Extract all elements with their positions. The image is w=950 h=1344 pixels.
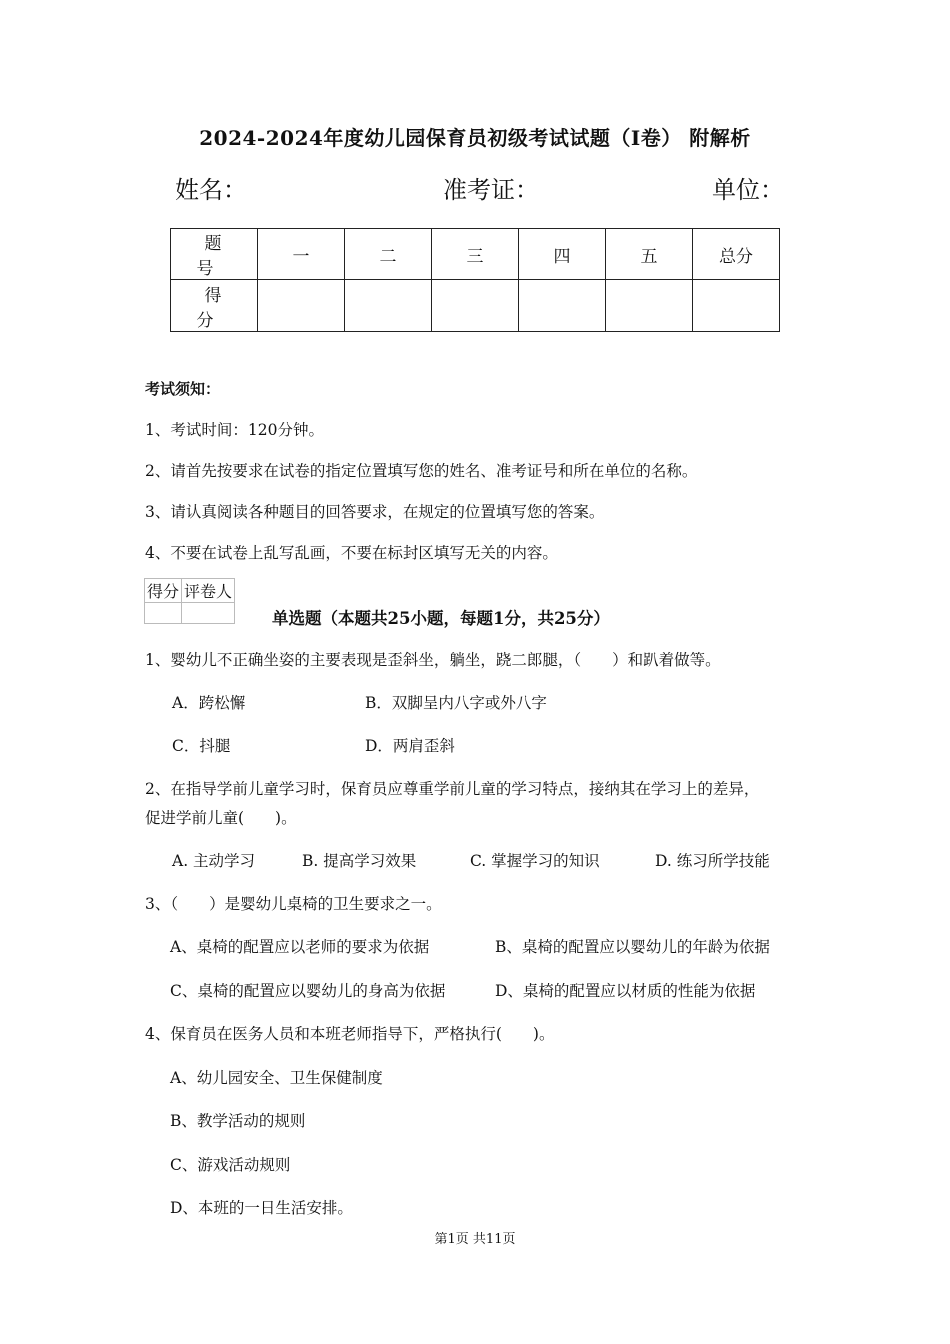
question-4-option-b: B、教学活动的规则 [170,1112,306,1130]
question-3-option-a: A、桌椅的配置应以老师的要求为依据 [170,938,430,956]
page-footer: 第1页 共11页 [434,1232,516,1247]
notice-title: 考试须知： [145,380,221,398]
score-header-cell: 二 [345,229,432,280]
score-header-cell: 题 号 [171,229,258,280]
question-1-option-c: C．抖腿 [172,737,231,755]
question-4-option-a: A、幼儿园安全、卫生保健制度 [170,1069,383,1087]
question-3-option-d: D、桌椅的配置应以材质的性能为依据 [495,982,756,1000]
question-3-stem: 3、（ ）是婴幼儿桌椅的卫生要求之一。 [145,895,442,913]
section-title: 单选题（本题共25小题，每题1分，共25分） [272,609,610,628]
grader-score-cell[interactable] [145,603,182,624]
question-2-option-a: A. 主动学习 [172,852,256,870]
question-1-option-a: A．跨松懈 [172,694,246,712]
score-cell[interactable] [693,280,780,332]
score-header-cell: 总分 [693,229,780,280]
score-row-label: 得 分 [171,280,258,332]
notice-item: 2、请首先按要求在试卷的指定位置填写您的姓名、准考证号和所在单位的名称。 [145,462,698,480]
score-header-cell: 一 [258,229,345,280]
name-label: 姓名： [175,176,247,204]
grader-score-label: 得分 [145,579,182,603]
score-table [170,228,780,332]
score-cell[interactable] [258,280,345,332]
question-2-stem-line2: 促进学前儿童( )。 [145,809,297,827]
question-3-option-b: B、桌椅的配置应以婴幼儿的年龄为依据 [495,938,770,956]
question-2-stem-line1: 2、在指导学前儿童学习时，保育员应尊重学前儿童的学习特点，接纳其在学习上的差异， [145,780,760,798]
question-4-stem: 4、保育员在医务人员和本班老师指导下，严格执行( )。 [145,1025,555,1043]
score-header-cell: 四 [519,229,606,280]
grader-box [144,578,235,624]
question-3-option-c: C、桌椅的配置应以婴幼儿的身高为依据 [170,982,446,1000]
grader-name-cell[interactable] [182,603,235,624]
question-1-option-b: B．双脚呈内八字或外八字 [365,694,547,712]
score-table-header-row [171,229,780,280]
score-cell[interactable] [432,280,519,332]
question-4-option-d: D、本班的一日生活安排。 [170,1199,353,1217]
question-1-option-d: D．两肩歪斜 [365,737,455,755]
score-table-score-row [171,280,780,332]
score-cell[interactable] [606,280,693,332]
question-2-option-c: C. 掌握学习的知识 [470,852,600,870]
score-cell[interactable] [519,280,606,332]
notice-item: 3、请认真阅读各种题目的回答要求，在规定的位置填写您的答案。 [145,503,605,521]
page-title: 2024-2024年度幼儿园保育员初级考试试题（I卷） 附解析 [199,126,751,150]
unit-label: 单位： [712,176,784,204]
score-header-cell: 三 [432,229,519,280]
question-2-option-b: B. 提高学习效果 [302,852,417,870]
grader-name-label: 评卷人 [182,579,235,603]
question-2-option-d: D. 练习所学技能 [655,852,770,870]
score-header-cell: 五 [606,229,693,280]
score-cell[interactable] [345,280,432,332]
question-4-option-c: C、游戏活动规则 [170,1156,291,1174]
notice-item: 1、考试时间：120分钟。 [145,421,324,439]
question-1-stem: 1、婴幼儿不正确坐姿的主要表现是歪斜坐，躺坐，跷二郎腿，（ ）和趴着做等。 [145,651,721,669]
notice-item: 4、不要在试卷上乱写乱画，不要在标封区填写无关的内容。 [145,544,558,562]
exam-id-label: 准考证： [443,176,539,204]
